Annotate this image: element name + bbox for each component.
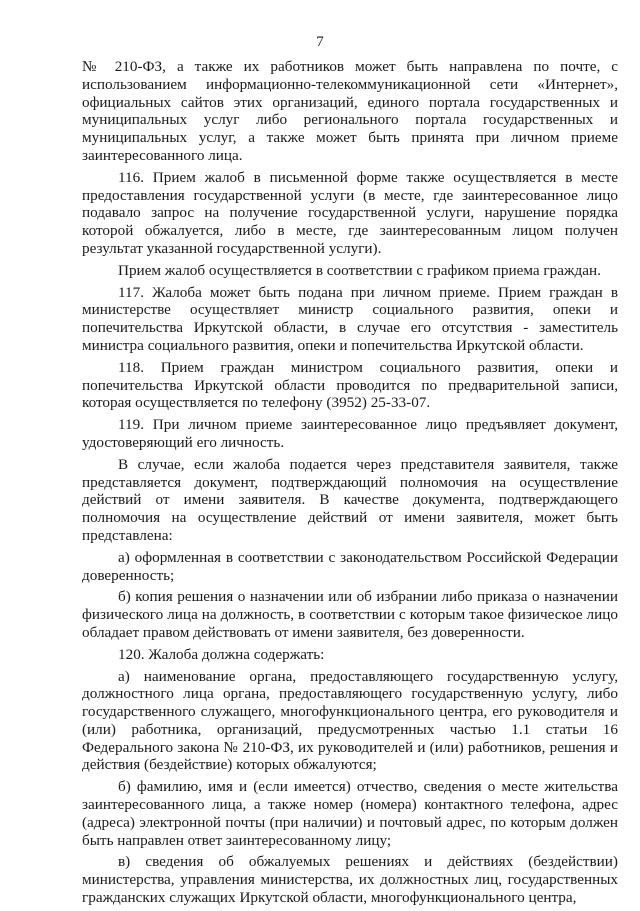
paragraph: Прием жалоб осуществляется в соответствии с графиком приема граждан. xyxy=(118,261,601,279)
page-number: 7 xyxy=(316,34,324,50)
paragraph: 120. Жалоба должна содержать: xyxy=(118,645,325,663)
document-body xyxy=(82,58,618,911)
paragraph: 118. Прием граждан министром социального развития, опеки и попечительства Иркутской области проводится по предварительной записи, которая осуществляется по телефону (3952) 25-33-07. xyxy=(82,358,618,412)
paragraph: В случае, если жалоба подается через представителя заявителя, также представляется документ, подтверждающий полномочия на осуществление действий от имени заявителя. В качестве документа, подтверждающего полномочия на осуществление действий от имени заявителя, может быть представлена: xyxy=(82,455,618,544)
paragraph: № 210-ФЗ, а также их работников может быть направлена по почте, с использованием информационно-телекоммуникационной сети «Интернет», официальных сайтов этих организаций, единого портала государственных и муниципальных услуг либо регионального портала государственных и муниципальных услуг, а также может быть принята при личном приеме заинтересованного лица. xyxy=(82,58,618,164)
paragraph: а) оформленная в соответствии с законодательством Российской Федерации доверенность; xyxy=(82,548,618,584)
paragraph: в) сведения об обжалуемых решениях и действиях (бездействии) министерства, управления министерства, их должностных лиц, государственных гражданских служащих Иркутской области, многофункционального центра, xyxy=(82,853,618,907)
paragraph: 117. Жалоба может быть подана при личном приеме. Прием граждан в министерстве осуществляет министр социального развития, опеки и попечительства Иркутской области, в случае его отсутствия - заместитель министра социального развития, опеки и попечительства Иркутской области. xyxy=(82,283,618,354)
paragraph: б) копия решения о назначении или об избрании либо приказа о назначении физического лица на должность, в соответствии с которым такое физическое лицо обладает правом действовать от имени заявителя, без доверенности. xyxy=(82,588,618,641)
paragraph: а) наименование органа, предоставляющего государственную услугу, должностного лица органа, предоставляющего государственную услугу, либо государственного служащего, многофункционального центра, его руководителя и (или) работника, организаций, предусмотренных частью 1.1 статьи 16 Федерального закона № 210-ФЗ, их руководителей и (или) работников, решения и действия (бездействие) которых обжалуются; xyxy=(82,667,618,774)
paragraph: 116. Прием жалоб в письменной форме также осуществляется в месте предоставления государственной услуги (в месте, где заинтересованное лицо подавало запрос на получение государственной услуги, нарушение порядка которой обжалуется, либо в месте, где заинтересованным лицом получен результат указанной государственной услуги). xyxy=(82,168,618,257)
paragraph: б) фамилию, имя и (если имеется) отчество, сведения о месте жительства заинтересованного лица, а также номер (номера) контактного телефона, адрес (адреса) электронной почты (при наличии) и почтовый адрес, по которым должен быть направлен ответ заинтересованному лицу; xyxy=(82,778,618,849)
paragraph: 119. При личном приеме заинтересованное лицо предъявляет документ, удостоверяющий его личность. xyxy=(82,416,618,451)
